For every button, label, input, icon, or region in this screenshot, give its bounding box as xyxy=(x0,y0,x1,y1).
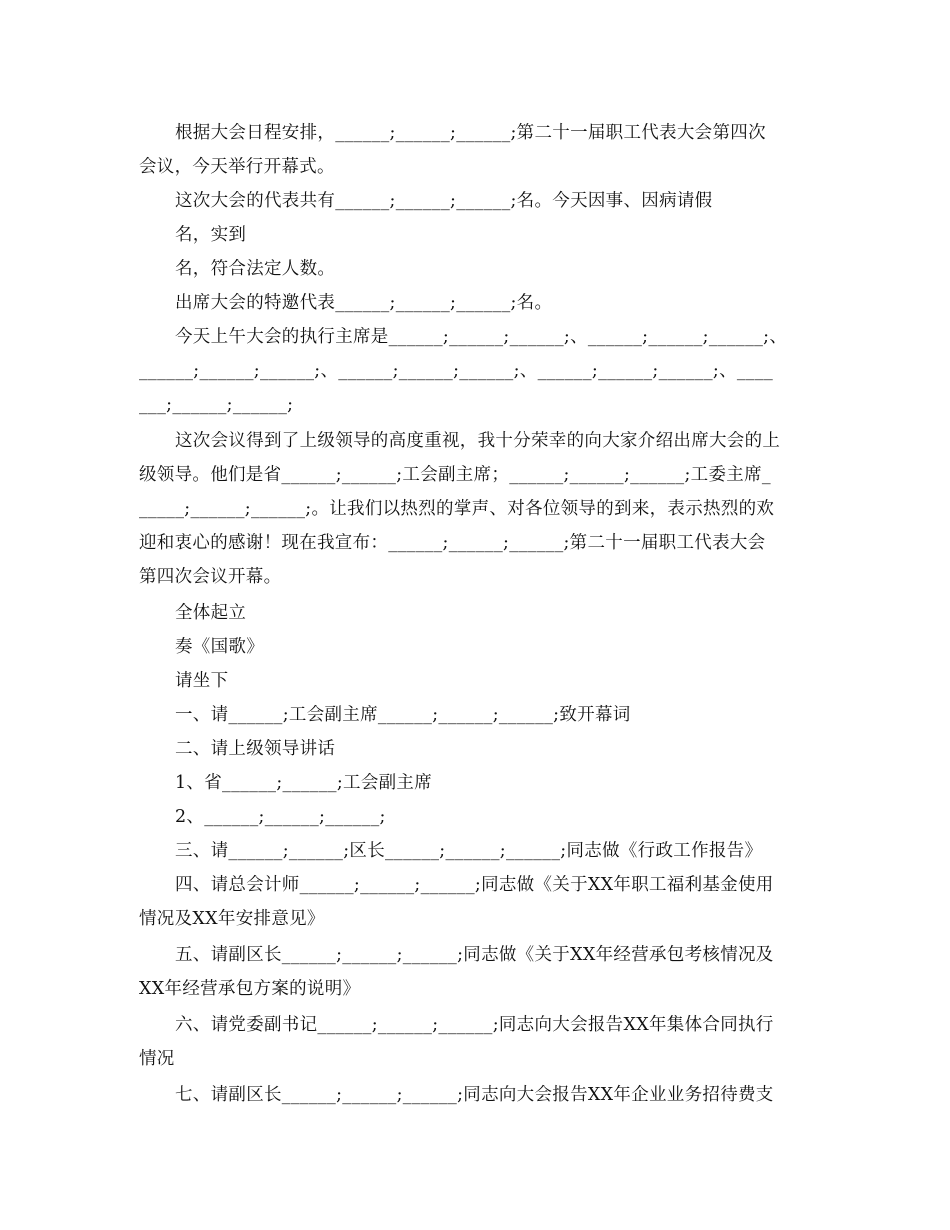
agenda-item-5-line-1: 五、请副区长______;______;______;同志做《关于XX年经营承包考核情况及 xyxy=(175,945,774,965)
agenda-item-2: 二、请上级领导讲话 xyxy=(175,739,336,759)
agenda-item-4-line-1: 四、请总会计师______;______;______;同志做《关于XX年职工福利基金使用 xyxy=(175,875,774,895)
agenda-item-1: 一、请______;工会副主席______;______;______;致开幕词 xyxy=(175,705,631,725)
agenda-item-3: 三、请______;______;区长______;______;______;同志做《行政工作报告》 xyxy=(175,841,763,861)
paragraph-delegates-line-2: 名，实到 xyxy=(175,225,247,245)
paragraph-leaders-line-5: 第四次会议开幕。 xyxy=(139,567,282,587)
agenda-subitem-1: 1、省______;______;工会副主席 xyxy=(175,773,433,793)
agenda-item-sit: 请坐下 xyxy=(175,671,229,691)
agenda-item-4-line-2: 情况及XX年安排意见》 xyxy=(139,909,325,929)
agenda-item-anthem: 奏《国歌》 xyxy=(175,637,264,657)
paragraph-leaders-line-1: 这次会议得到了上级领导的高度重视，我十分荣幸的向大家介绍出席大会的上 xyxy=(175,431,781,451)
paragraph-leaders-line-4: 迎和衷心的感谢！现在我宣布：______;______;______;第二十一届职工代表大会 xyxy=(139,533,766,553)
agenda-item-6-line-1: 六、请党委副书记______;______;______;同志向大会报告XX年集体合同执行 xyxy=(175,1015,774,1035)
paragraph-delegates-line-3: 名，符合法定人数。 xyxy=(175,259,336,279)
agenda-subitem-2: 2、______;______;______; xyxy=(175,807,386,827)
paragraph-agenda-line-1: 根据大会日程安排，______;______;______;第二十一届职工代表大会第四次 xyxy=(175,123,766,143)
paragraph-delegates-line-1: 这次大会的代表共有______;______;______;名。今天因事、因病请假 xyxy=(175,191,713,211)
paragraph-chairs-line-2: ______;______;______;、______;______;______;、______;______;______;、____ xyxy=(139,361,774,381)
agenda-item-5-line-2: XX年经营承包方案的说明》 xyxy=(139,979,361,999)
paragraph-leaders-line-3: _____;______;______;。让我们以热烈的掌声、对各位领导的到来，表示热烈的欢 xyxy=(139,499,775,519)
agenda-item-7-line-1: 七、请副区长______;______;______;同志向大会报告XX年企业业务招待费支 xyxy=(175,1085,774,1105)
paragraph-chairs-line-3: ___;______;______; xyxy=(139,395,294,415)
paragraph-leaders-line-2: 级领导。他们是省______;______;工会副主席；______;______;______;工委主席_ xyxy=(139,465,771,485)
paragraph-special-delegates: 出席大会的特邀代表______;______;______;名。 xyxy=(175,293,553,313)
agenda-item-6-line-2: 情况 xyxy=(139,1049,175,1069)
agenda-item-stand: 全体起立 xyxy=(175,603,247,623)
paragraph-chairs-line-1: 今天上午大会的执行主席是______;______;______;、______;______;______;、 xyxy=(175,327,788,347)
paragraph-agenda-line-2: 会议，今天举行开幕式。 xyxy=(139,157,335,177)
